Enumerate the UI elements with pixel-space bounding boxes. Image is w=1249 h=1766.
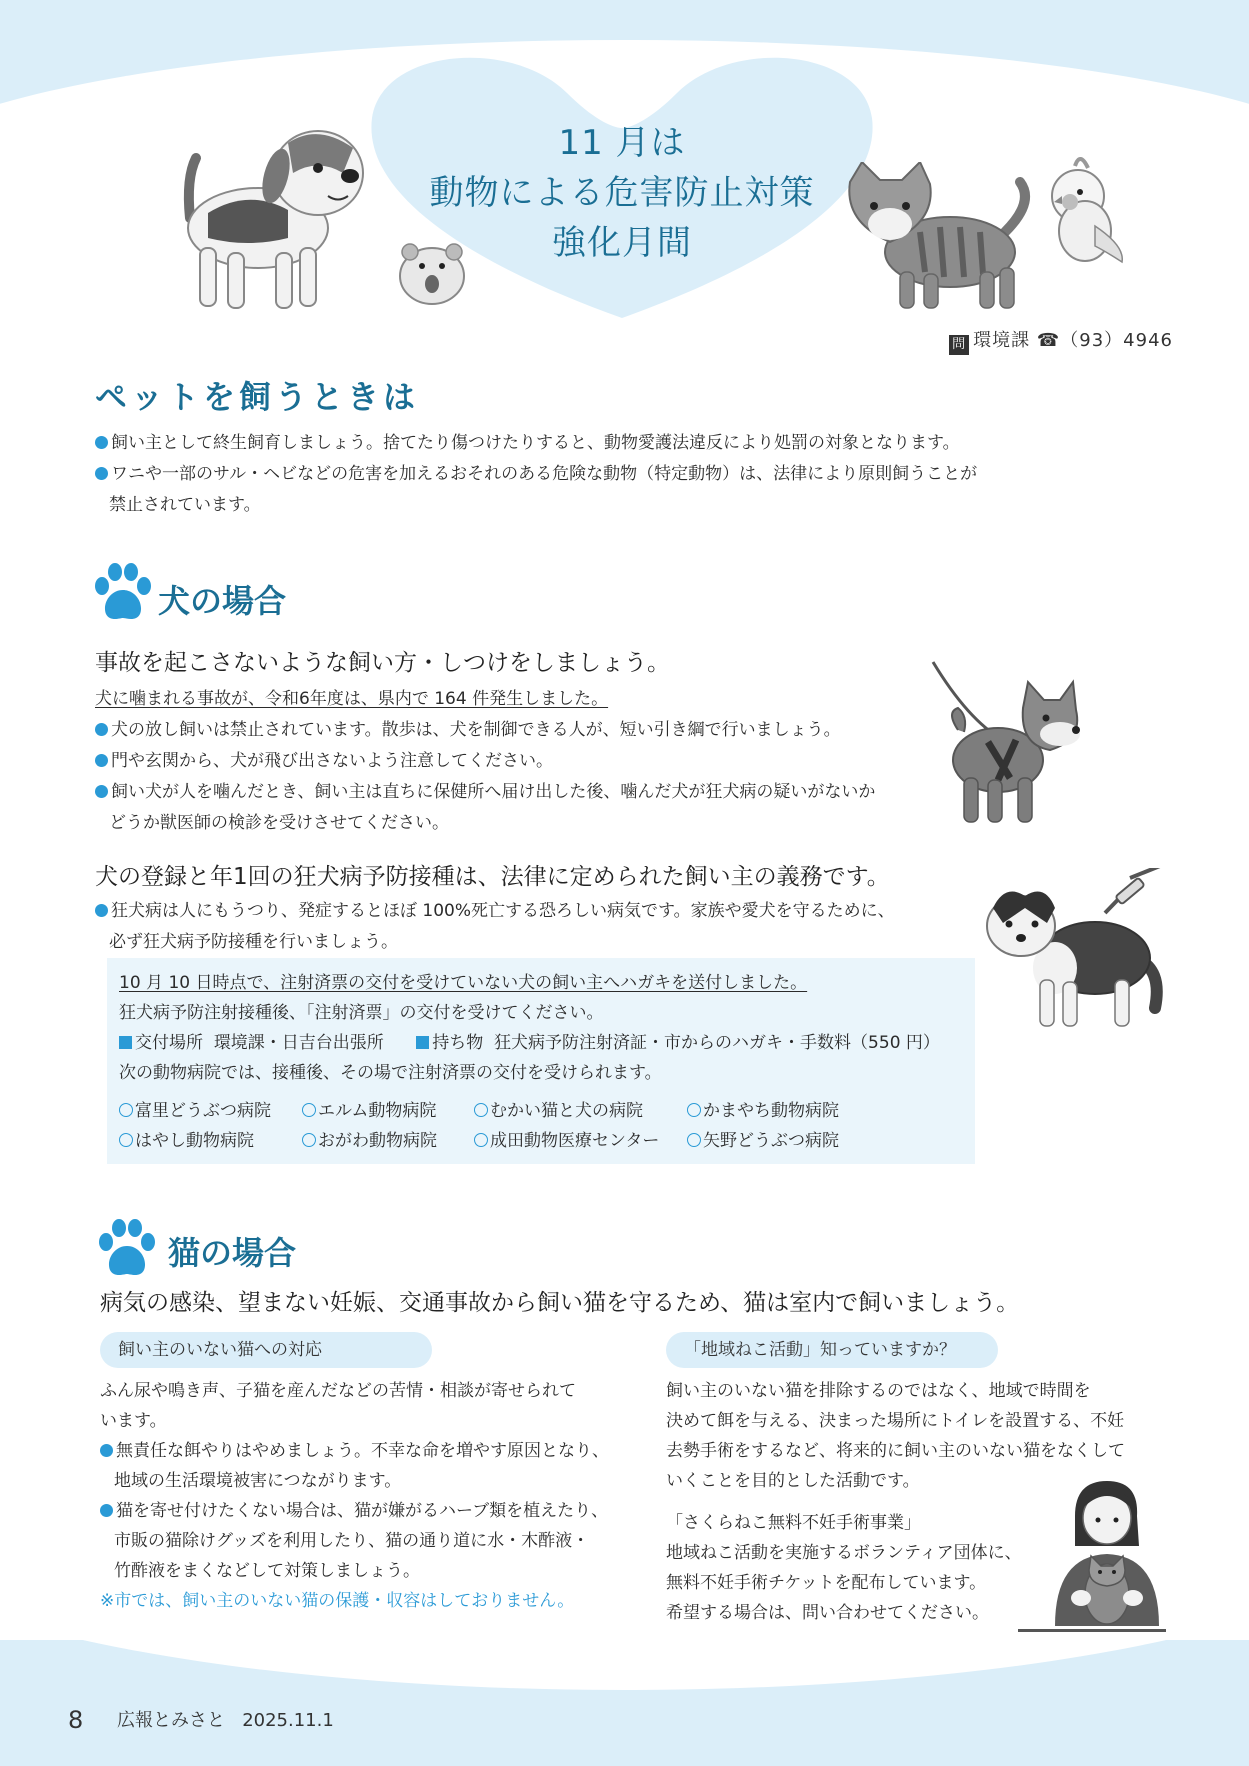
tabby-cat-illustration — [840, 162, 1040, 312]
square-bullet-icon — [416, 1036, 429, 1049]
cockatiel-illustration — [1040, 156, 1130, 266]
publication-name: 広報とみさと — [117, 1710, 226, 1731]
dog-subhead-1: 事故を起こさないような飼い方・しつけをしましょう。 — [95, 650, 670, 676]
incident-text: 犬に噛まれる事故が、令和6年度は、県内で 164 件発生しました。 — [95, 689, 609, 709]
list-item-continuation: どうか獣医師の検診を受けさせてください。 — [109, 813, 449, 833]
contact-dept: 環境課 — [973, 330, 1031, 351]
hospital-item: 矢野どうぶつ病院 — [687, 1126, 839, 1151]
circle-bullet-icon — [302, 1133, 316, 1147]
left-column-text: ふん尿や鳴き声、子猫を産んだなどの苦情・相談が寄せられて います。 無責任な餌やりはやめましょう。不幸な命を増やす原因となり、 地域の生活環境被害につながります。 猫を寄せ付けたくない場合は、猫が嫌がるハーブ類を植えたり、 市販の猫除けグッズを利用したり、猫の通り道に水・木酢液・ 竹酢液をまくなどして対策しましょう。 ※市では、飼い主のいない猫の保護・収容はしておりません。 — [100, 1376, 609, 1616]
bullet-dot-icon — [95, 723, 108, 736]
list-item-continuation: 必ず狂犬病予防接種を行いましょう。 — [109, 932, 398, 952]
dog-bullets-2 — [95, 896, 895, 958]
list-item: 飼い犬が人を噛んだとき、飼い主は直ちに保健所へ届け出した後、噛んだ犬が狂犬病の疑いがないか — [95, 777, 875, 808]
circle-bullet-icon — [687, 1103, 701, 1117]
pet-heading: ペットを飼うときは — [95, 378, 420, 416]
info-line-1: 10 月 10 日時点で、注射済票の交付を受けていない犬の飼い主へハガキを送付しました。 — [119, 973, 808, 993]
cat-heading: 猫の場合 — [168, 1234, 297, 1272]
list-item: 飼い主として終生飼育しましょう。捨てたり傷つけたりすると、動物愛護法違反により処罰の対象となります。 — [95, 428, 977, 459]
hospital-item: はやし動物病院 — [119, 1126, 254, 1151]
border-collie-injection-illustration — [985, 868, 1170, 1028]
paw-icon — [92, 562, 154, 624]
right-column-text-1: 飼い主のいない猫を排除するのではなく、地域で時間を 決めて餌を与える、決まった場所にトイレを設置する、不妊 去勢手術をするなど、将来的に飼い主のいない猫をなくして いくことを目的とした活動です。 — [666, 1381, 1125, 1491]
square-bullet-icon — [119, 1036, 132, 1049]
contact-info — [949, 326, 1173, 355]
list-item: 門や玄関から、犬が飛び出さないよう注意してください。 — [95, 746, 875, 777]
circle-bullet-icon — [119, 1133, 133, 1147]
vet-with-cat-illustration — [1045, 1476, 1165, 1626]
bullet-dot-icon — [95, 467, 108, 480]
list-item: 狂犬病は人にもうつり、発症するとほぼ 100%死亡する恐ろしい病気です。家族や愛犬を守るために、 — [95, 896, 895, 927]
bullet-dot-icon — [100, 1444, 113, 1457]
shiba-on-leash-illustration — [928, 660, 1098, 830]
contact-phone: （93）4946 — [1060, 330, 1173, 351]
items-label: 持ち物 — [432, 1033, 484, 1053]
left-pill-heading: 飼い主のいない猫への対応 — [100, 1332, 432, 1368]
page-number: 8 — [68, 1706, 84, 1734]
place-value: 環境課・日吉台出張所 — [213, 1033, 384, 1053]
bullet-dot-icon — [95, 754, 108, 767]
list-item: 猫を寄せ付けたくない場合は、猫が嫌がるハーブ類を植えたり、 — [100, 1496, 609, 1526]
bullet-dot-icon — [100, 1504, 113, 1517]
list-item: 無責任な餌やりはやめましょう。不幸な命を増やす原因となり、 — [100, 1436, 609, 1466]
footer — [68, 1706, 334, 1734]
phone-icon: ☎ — [1036, 330, 1061, 351]
circle-bullet-icon — [302, 1103, 316, 1117]
info-line-4: 次の動物病院では、接種後、その場で注射済票の交付を受けられます。 — [119, 1063, 662, 1083]
cat-subhead: 病気の感染、望まない妊娠、交通事故から飼い猫を守るため、猫は室内で飼いましょう。 — [100, 1290, 1020, 1316]
paw-icon — [96, 1218, 158, 1280]
hospital-item: 成田動物医療センター — [474, 1126, 659, 1151]
hospital-item: おがわ動物病院 — [302, 1126, 437, 1151]
dog-subhead-2: 犬の登録と年1回の狂犬病予防接種は、法律に定められた飼い主の義務です。 — [95, 864, 890, 890]
inquiry-mark: 問 — [949, 335, 969, 355]
hero-title-line2: 動物による危害防止対策 — [429, 173, 815, 213]
hero-title-line1: 11 月は — [558, 123, 686, 163]
table-line — [1018, 1629, 1166, 1632]
place-label: 交付場所 — [135, 1033, 203, 1053]
bullet-dot-icon — [95, 904, 108, 917]
list-item-continuation: 禁止されています。 — [109, 495, 261, 515]
list-item: 犬の放し飼いは禁止されています。散歩は、犬を制御できる人が、短い引き綱で行いましょう。 — [95, 715, 875, 746]
info-line-3 — [119, 1028, 940, 1053]
circle-bullet-icon — [119, 1103, 133, 1117]
hospital-item: 富里どうぶつ病院 — [119, 1096, 271, 1121]
left-note: ※市では、飼い主のいない猫の保護・収容はしておりません。 — [100, 1591, 575, 1611]
info-line-2: 狂犬病予防注射接種後、「注射済票」の交付を受けてください。 — [119, 1003, 604, 1023]
pet-bullets — [95, 428, 977, 521]
list-item: ワニや一部のサル・ヘビなどの危害を加えるおそれのある危険な動物（特定動物）は、法律により原則飼うことが — [95, 459, 977, 490]
right-pill-heading: 「地域ねこ活動」知っていますか？ — [666, 1332, 998, 1368]
dog-heading: 犬の場合 — [158, 582, 287, 620]
bullet-dot-icon — [95, 785, 108, 798]
circle-bullet-icon — [474, 1103, 488, 1117]
publication-date: 2025.11.1 — [242, 1710, 334, 1731]
hero-title-line3: 強化月間 — [552, 223, 692, 263]
circle-bullet-icon — [687, 1133, 701, 1147]
hospital-item: かまやち動物病院 — [687, 1096, 839, 1121]
hamster-illustration — [392, 228, 472, 308]
right-column-text-2: 「さくらねこ無料不妊手術事業」 地域ねこ活動を実施するボランティア団体に、 無料不妊手術チケットを配布しています。 希望する場合は、問い合わせてください。 — [666, 1513, 1022, 1623]
items-value: 狂犬病予防注射済証・市からのハガキ・手数料（550 円） — [494, 1033, 940, 1053]
rabies-info-box — [107, 958, 975, 1164]
beagle-illustration — [178, 118, 378, 318]
hospital-item: むかい猫と犬の病院 — [474, 1096, 643, 1121]
hospital-item: エルム動物病院 — [302, 1096, 436, 1121]
dog-bullets-1 — [95, 684, 875, 839]
circle-bullet-icon — [474, 1133, 488, 1147]
bullet-dot-icon — [95, 436, 108, 449]
